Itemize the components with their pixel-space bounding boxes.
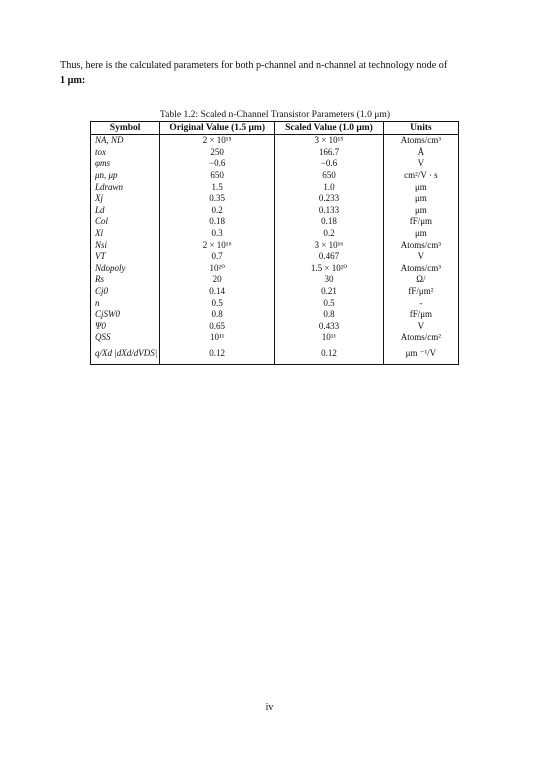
cell-original: 250: [160, 147, 275, 159]
header-scaled-value: Scaled Value (1.0 μm): [275, 122, 384, 135]
cell-original: 2 × 10¹⁶: [160, 239, 275, 251]
cell-units: fF/μm²: [383, 286, 458, 298]
table-row: [91, 205, 459, 217]
table-header-row: [91, 122, 459, 135]
table-row: [91, 344, 459, 365]
intro-line-2: 1 μm:: [60, 74, 86, 86]
cell-scaled: 10¹¹: [275, 332, 384, 344]
table-row: [91, 147, 459, 159]
cell-scaled: 0.433: [275, 321, 384, 333]
intro-line-1: Thus, here is the calculated parameters for both p-channel and n-channel at technology node of: [60, 60, 448, 71]
cell-symbol: QSS: [91, 332, 160, 344]
cell-original: 0.8: [160, 309, 275, 321]
table-row: [91, 309, 459, 321]
cell-symbol: q/Xd |dXd/dVDS|: [91, 344, 160, 365]
page-number: iv: [265, 702, 274, 713]
table-row: [91, 263, 459, 275]
cell-units: μm: [383, 205, 458, 217]
cell-symbol: Xl: [91, 228, 160, 240]
cell-symbol: Col: [91, 216, 160, 228]
table-row: [91, 216, 459, 228]
cell-scaled: 0.12: [275, 344, 384, 365]
cell-symbol: φms: [91, 158, 160, 170]
cell-original: 10²⁰: [160, 263, 275, 275]
table-row: [91, 158, 459, 170]
cell-original: 1.5: [160, 181, 275, 193]
cell-original: 0.65: [160, 321, 275, 333]
cell-scaled: 166.7: [275, 147, 384, 159]
cell-units: -: [383, 297, 458, 309]
cell-units: Atoms/cm³: [383, 239, 458, 251]
cell-scaled: 0.18: [275, 216, 384, 228]
cell-scaled: 1.5 × 10²⁰: [275, 263, 384, 275]
cell-original: 10¹¹: [160, 332, 275, 344]
cell-scaled: 0.467: [275, 251, 384, 263]
cell-original: 0.18: [160, 216, 275, 228]
table-row: [91, 135, 459, 147]
cell-scaled: 3 × 10¹⁵: [275, 135, 384, 147]
table-row: [91, 228, 459, 240]
header-original-value: Original Value (1.5 μm): [160, 122, 275, 135]
cell-symbol: Ld: [91, 205, 160, 217]
cell-scaled: 0.8: [275, 309, 384, 321]
cell-original: 2 × 10¹⁵: [160, 135, 275, 147]
table-row: [91, 286, 459, 298]
cell-units: V: [383, 158, 458, 170]
intro-paragraph: [60, 59, 490, 88]
cell-units: μm: [383, 228, 458, 240]
cell-units: fF/μm: [383, 216, 458, 228]
cell-scaled: 0.21: [275, 286, 384, 298]
cell-scaled: 0.233: [275, 193, 384, 205]
table-row: [91, 239, 459, 251]
table-row: [91, 193, 459, 205]
cell-scaled: 0.2: [275, 228, 384, 240]
cell-symbol: CjSW0: [91, 309, 160, 321]
cell-original: 0.7: [160, 251, 275, 263]
cell-symbol: NA, ND: [91, 135, 160, 147]
cell-units: μm ⁻¹/V: [383, 344, 458, 365]
cell-original: 0.2: [160, 205, 275, 217]
table-row: [91, 297, 459, 309]
cell-original: 0.14: [160, 286, 275, 298]
table-row: [91, 170, 459, 182]
header-units: Units: [383, 122, 458, 135]
cell-symbol: μn, μp: [91, 170, 160, 182]
cell-scaled: 0.5: [275, 297, 384, 309]
cell-units: μm: [383, 193, 458, 205]
cell-symbol: Ndopoly: [91, 263, 160, 275]
cell-original: 650: [160, 170, 275, 182]
cell-original: 0.35: [160, 193, 275, 205]
cell-units: Atoms/cm³: [383, 135, 458, 147]
cell-units: cm²/V · s: [383, 170, 458, 182]
cell-units: Ω/: [383, 274, 458, 286]
cell-units: fF/μm: [383, 309, 458, 321]
cell-symbol: Xj: [91, 193, 160, 205]
table-row: [91, 321, 459, 333]
table-row: [91, 332, 459, 344]
cell-original: 20: [160, 274, 275, 286]
cell-scaled: 3 × 10¹⁶: [275, 239, 384, 251]
cell-symbol: Nsi: [91, 239, 160, 251]
parameters-table: [90, 121, 459, 365]
cell-scaled: −0.6: [275, 158, 384, 170]
table-body: [91, 135, 459, 365]
cell-units: Atoms/cm³: [383, 263, 458, 275]
table-row: [91, 251, 459, 263]
cell-symbol: VT: [91, 251, 160, 263]
cell-symbol: tox: [91, 147, 160, 159]
table-row: [91, 274, 459, 286]
table-row: [91, 181, 459, 193]
cell-original: 0.5: [160, 297, 275, 309]
cell-symbol: Ψ0: [91, 321, 160, 333]
cell-scaled: 650: [275, 170, 384, 182]
cell-symbol: Ldrawn: [91, 181, 160, 193]
cell-scaled: 0.133: [275, 205, 384, 217]
cell-units: Å: [383, 147, 458, 159]
cell-original: 0.3: [160, 228, 275, 240]
header-symbol: Symbol: [91, 122, 160, 135]
cell-units: V: [383, 321, 458, 333]
cell-units: Atoms/cm²: [383, 332, 458, 344]
cell-scaled: 30: [275, 274, 384, 286]
cell-symbol: Cj0: [91, 286, 160, 298]
cell-units: μm: [383, 181, 458, 193]
cell-units: V: [383, 251, 458, 263]
cell-symbol: Rs: [91, 274, 160, 286]
cell-symbol: n: [91, 297, 160, 309]
cell-original: 0.12: [160, 344, 275, 365]
table-caption: Table 1.2: Scaled n-Channel Transistor Parameters (1.0 μm): [159, 109, 391, 120]
cell-scaled: 1.0: [275, 181, 384, 193]
cell-original: −0.6: [160, 158, 275, 170]
